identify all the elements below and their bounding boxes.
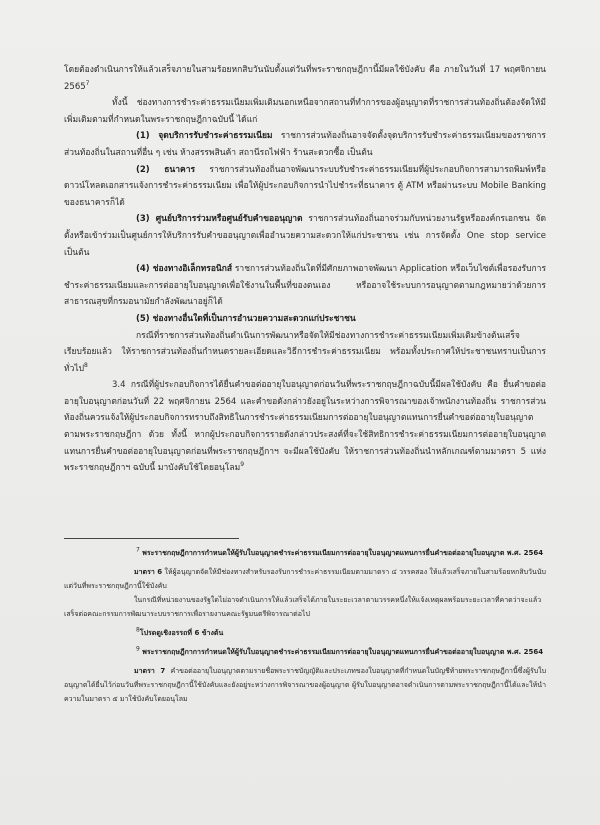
paragraph-channels-intro: ทั้งนี้ ช่องทางการชำระค่าธรรมเนียมเพิ่มเติมนอกเหนือจากสถานที่ทำการของผู้อนุญาตที่ราชการส่วนท้องถิ่นต้องจัดให้มีเพิ่มเติมตามที่กำหนดในพระราชกฤษฎีกาฉบับนี้ ได้แก่	[64, 98, 546, 125]
list-item: (4) ช่องทางอิเล็กทรอนิกส์ ราชการส่วนท้องถิ่นใดที่มีศักยภาพอาจพัฒนา Application หรือเว็บไซต์เพื่อรองรับการชำระค่าธรรมเนียมและการต่ออายุใบอนุญาตเพื่อใช้งานในพื้นที่ของตนเอง หรืออาจใช้ระบบการอนุญาตตามกฎหมายว่าด้วยการสาธารณสุขที่กรมอนามัยกำลังพัฒนาอยู่ก็ได้	[64, 264, 547, 308]
paragraph-announcement: กรณีที่ราชการส่วนท้องถิ่นดำเนินการพัฒนาหรือจัดให้มีช่องทางการชำระค่าธรรมเนียมเพิ่มเติมข้างต้นเสร็จเรียบร้อยแล้ว ให้ราชการส่วนท้องถิ่นกำหนดรายละเอียดและวิธีการชำระค่าธรรมเนียม พร้อมทั้งประกาศให้ประชาชนทราบเป็นการทั่วไป$^8$	[64, 330, 546, 374]
footnote-8: $^8$โปรดดูเชิงอรรถที่ 6 ข้างต้น	[136, 626, 224, 637]
footnote-7-title: $^7$ พระราชกฤษฎีกาการกำหนดให้ผู้รับใบอนุญาตชำระค่าธรรมเนียมการต่ออายุใบอนุญาตแทนการยื่นคำขอต่ออายุใบอนุญาต พ.ศ. 2564	[136, 546, 544, 557]
list-item: (5) ช่องทางอื่นใดที่เป็นการอำนวยความสะดวกแก่ประชาชน	[136, 313, 356, 324]
list-item: (2) ธนาคาร ราชการส่วนท้องถิ่นอาจพัฒนาระบบรับชำระค่าธรรมเนียมที่ผู้ประกอบกิจการสามารถพิมพ์หรือดาวน์โหลดเอกสารแจ้งการชำระค่าธรรมเนียม เพื่อให้ผู้ประกอบกิจการนำไปชำระที่ธนาคาร ตู้ ATM หรือผ่านระบบ Mobile Banking ของธนาคารก็ได้	[64, 164, 546, 208]
footnote-divider	[64, 538, 239, 539]
list-item: (1) จุดบริการรับชำระค่าธรรมเนียม ราชการส่วนท้องถิ่นอาจจัดตั้งจุดบริการรับชำระค่าธรรมเนียมของราชการส่วนท้องถิ่นในสถานที่อื่น ๆ เช่น ห้างสรรพสินค้า สถานีรถไฟฟ้า ร้านสะดวกซื้อ เป็นต้น	[64, 131, 546, 158]
footnote-7-section-2: ในกรณีที่หน่วยงานของรัฐใดไม่อาจดำเนินการให้แล้วเสร็จได้ภายในระยะเวลาตามวรรคหนึ่งให้แจ้งเหตุผลพร้อมระยะเวลาที่คาดว่าจะแล้วเสร็จต่อคณะกรรมการพัฒนาระบบราชการเพื่อรายงานคณะรัฐมนตรีพิจารณาต่อไป	[64, 596, 542, 618]
list-item: (3) ศูนย์บริการร่วมหรือศูนย์รับคำขออนุญาต ราชการส่วนท้องถิ่นอาจร่วมกับหน่วยงานรัฐหรือองค์กรเอกชน จัดตั้งหรือเข้าร่วมเป็นศูนย์การให้บริการรับคำขออนุญาตเพื่ออำนวยความสะดวกให้แก่ประชาชน เช่น การจัดตั้ง One stop service เป็นต้น	[64, 214, 546, 258]
footnote-ref[interactable]: 9	[240, 461, 245, 469]
paragraph-continuation: โดยต้องดำเนินการให้แล้วเสร็จภายในสามร้อยหกสิบวันนับตั้งแต่วันที่พระราชกฤษฎีกานี้มีผลใช้บังคับ คือ ภายในวันที่ 17 พฤศจิกายน 2565$^7$	[64, 65, 546, 92]
footnotes	[64, 546, 546, 706]
main-text	[64, 62, 546, 477]
paragraph-3-4: 3.4 กรณีที่ผู้ประกอบกิจการได้ยื่นคำขอต่ออายุใบอนุญาตก่อนวันที่พระราชกฤษฎีกาฉบับนี้มีผลใช้บังคับ คือ ยื่นคำขอต่ออายุใบอนุญาตก่อนวันที่ 22 พฤศจิกายน 2564 และคำขอดังกล่าวยังอยู่ในระหว่างการพิจารณาของเจ้าพนักงานท้องถิ่น ราชการส่วนท้องถิ่นควรแจ้งให้ผู้ประกอบกิจการทราบถึงสิทธิในการชำระค่าธรรมเนียมการต่ออายุใบอนุญาตแทนการยื่นคำขอต่ออายุใบอนุญาตตามพระราชกฤษฎีกา ด้วย ทั้งนี้ หากผู้ประกอบกิจการรายดังกล่าวประสงค์ที่จะใช้สิทธิการชำระค่าธรรมเนียมการต่ออายุใบอนุญาตแทนการยื่นคำขอต่ออายุใบอนุญาตก่อนที่พระราชกฤษฎีกาฯ จะมีผลใช้บังคับ ให้ราชการส่วนท้องถิ่นนำหลักเกณฑ์ตามมาตรา 5 แห่งพระราชกฤษฎีกาฯ ฉบับนี้ มาบังคับใช้โดยอนุโลม$^9$	[64, 380, 546, 474]
footnote-7-section: มาตรา 6 ให้ผู้อนุญาตจัดให้มีช่องทางสำหรับรองรับการชำระค่าธรรมเนียมตามมาตรา ๔ วรรคสอง ให้แล้วเสร็จภายในสามร้อยหกสิบวันนับแต่วันที่พระราชกฤษฎีกานี้ใช้บังคับ	[64, 568, 547, 590]
footnote-9-section: มาตรา 7 คำขอต่ออายุใบอนุญาตตามรายชื่อพระราชบัญญัติและประเภทของใบอนุญาตที่กำหนดในบัญชีท้ายพระราชกฤษฎีกานี้ซึ่งผู้รับใบอนุญาตได้ยื่นไว้ก่อนวันที่พระราชกฤษฎีกานี้ใช้บังคับและยังอยู่ระหว่างการพิจารณาของผู้อนุญาต ผู้รับใบอนุญาตอาจดำเนินการตามพระราชกฤษฎีกานี้ได้และให้นำความในมาตรา ๕ มาใช้บังคับโดยอนุโลม	[64, 667, 547, 703]
footnote-9-title: $^9$ พระราชกฤษฎีกาการกำหนดให้ผู้รับใบอนุญาตชำระค่าธรรมเนียมการต่ออายุใบอนุญาตแทนการยื่นคำขอต่ออายุใบอนุญาต พ.ศ. 2564	[136, 645, 544, 656]
footnote-ref[interactable]: 8	[84, 361, 88, 369]
footnote-ref[interactable]: 7	[85, 79, 90, 87]
